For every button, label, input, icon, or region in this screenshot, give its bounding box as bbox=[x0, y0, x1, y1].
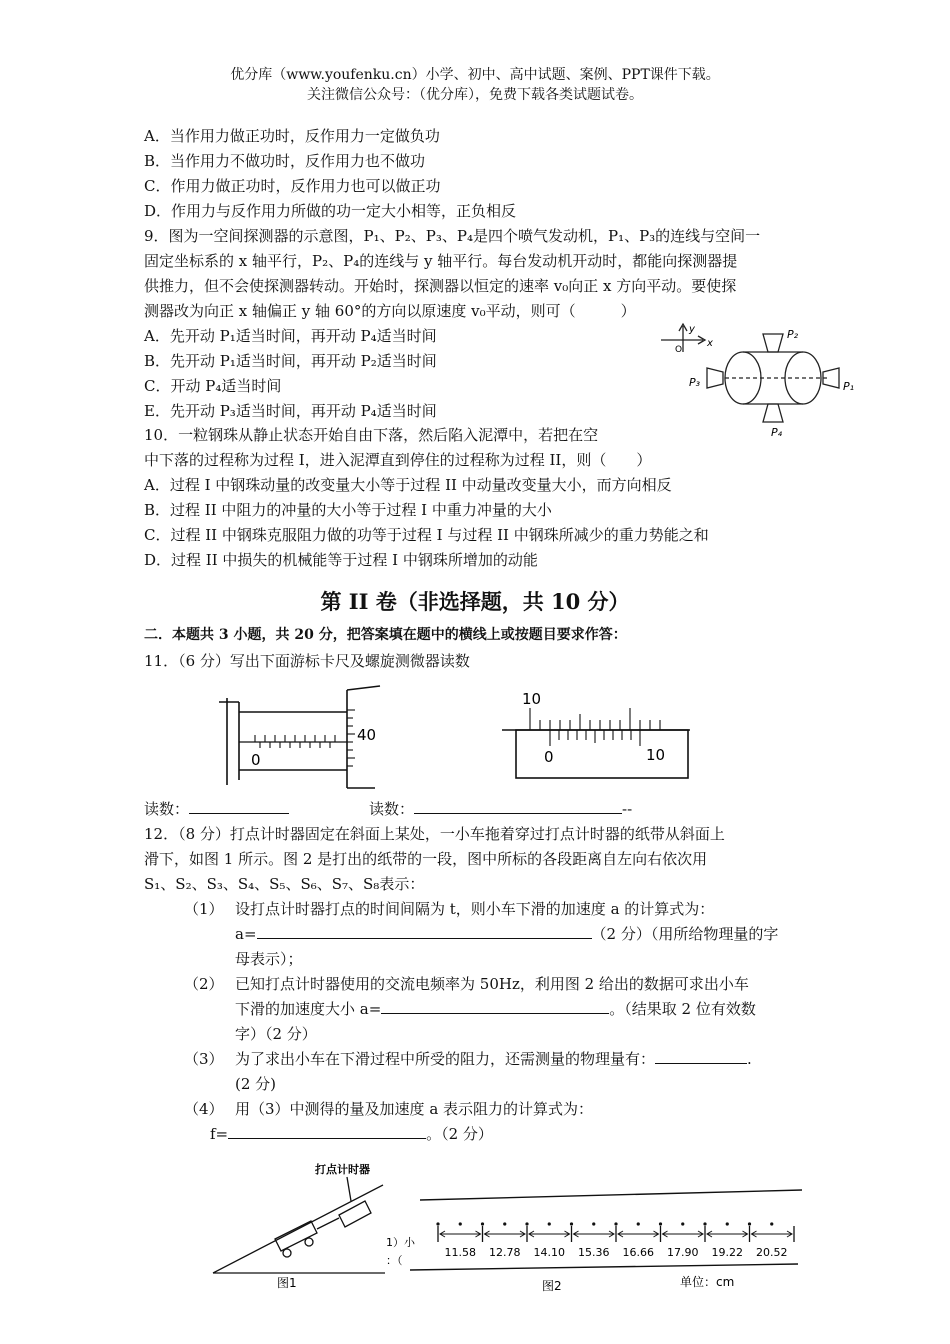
caliper-main-scale-ticks bbox=[530, 708, 660, 730]
micrometer-label-40: 40 bbox=[357, 726, 377, 744]
reading-1-label: 读数： bbox=[144, 800, 190, 818]
q8-option-b: B．当作用力不做功时，反作用力也不做功 bbox=[144, 152, 426, 170]
tape-dot-boundary-7 bbox=[703, 1222, 706, 1225]
q10-option-d: D．过程 II 中损失的机械能等于过程 I 中钢珠所增加的动能 bbox=[144, 551, 538, 569]
tape-segment-label-3: 14.10 bbox=[533, 1246, 565, 1259]
tape-dot-8 bbox=[770, 1222, 773, 1225]
tape-dot-boundary-1 bbox=[436, 1222, 439, 1225]
q12-sub4-line-2: f= 。（2 分） bbox=[210, 1125, 493, 1143]
overlap-text-1: 1）小 bbox=[386, 1236, 415, 1249]
thruster-p3-shape bbox=[707, 368, 723, 388]
q12-sub3-number: （3） bbox=[184, 1050, 224, 1068]
timer-label: 打点计时器 bbox=[315, 1163, 370, 1176]
tape-segment-label-2: 12.78 bbox=[489, 1246, 521, 1259]
accel-value-blank[interactable] bbox=[381, 998, 609, 1014]
section-2-title: 第 II 卷（非选择题，共 10 分） bbox=[320, 589, 630, 614]
tape-dot-6 bbox=[681, 1222, 684, 1225]
caliper-label-0: 0 bbox=[544, 748, 554, 766]
p2-label: P₂ bbox=[787, 328, 799, 341]
q10-option-c: C．过程 II 中钢珠克服阻力做的功等于过程 I 与过程 II 中钢珠所减少的重力势能之和 bbox=[144, 526, 709, 544]
q10-stem-line-2: 中下落的过程称为过程 I，进入泥潭直到停住的过程称为过程 II，则（ ） bbox=[144, 451, 652, 469]
q12-stem-line-3: S₁、S₂、S₃、S₄、S₅、S₆、S₇、S₈表示： bbox=[144, 875, 425, 893]
q9-option-b: B．先开动 P₁适当时间，再开动 P₂适当时间 bbox=[144, 352, 437, 370]
y-axis-label: y bbox=[689, 324, 695, 335]
q8-option-d: D．作用力与反作用力所做的功一定大小相等，正负相反 bbox=[144, 202, 517, 220]
q12-sub4-number: （4） bbox=[184, 1100, 224, 1118]
tape-top-edge bbox=[420, 1190, 802, 1200]
q12-stem-line-1: 12．（8 分）打点计时器固定在斜面上某处，一小车拖着穿过打点计时器的纸带从斜面上 bbox=[144, 825, 725, 843]
figure-2-paper-tape bbox=[380, 1180, 810, 1295]
cart-wheel-rear bbox=[283, 1249, 291, 1257]
tape-dot-boundary-5 bbox=[614, 1222, 617, 1225]
q11-readings bbox=[144, 798, 632, 820]
reading-2-label: 读数： bbox=[369, 800, 415, 818]
q12-sub1-line-3: 母表示）； bbox=[235, 950, 303, 968]
overlap-text-2: ：（ bbox=[386, 1254, 403, 1267]
tape-dot-5 bbox=[637, 1222, 640, 1225]
q10-option-b: B．过程 II 中阻力的冲量的大小等于过程 I 中重力冲量的大小 bbox=[144, 501, 552, 519]
tape-dot-boundary-6 bbox=[659, 1222, 662, 1225]
tape-dot-boundary-8 bbox=[748, 1222, 751, 1225]
q12-sub3-line-1: 为了求出小车在下滑过程中所受的阻力，还需测量的物理量有： . bbox=[235, 1050, 752, 1068]
tape-segment-label-8: 20.52 bbox=[756, 1246, 788, 1259]
p1-label: P₁ bbox=[843, 380, 855, 393]
q12-stem-line-2: 滑下，如图 1 所示。图 2 是打出的纸带的一段，图中所标的各段距离自左向右依次用 bbox=[144, 850, 708, 868]
timer-pointer bbox=[347, 1177, 351, 1201]
tape-dot-4 bbox=[592, 1222, 595, 1225]
tape-segment-label-5: 16.66 bbox=[622, 1246, 654, 1259]
q9-stem-line-1: 9．图为一空间探测器的示意图，P₁、P₂、P₃、P₄是四个喷气发动机，P₁、P₃的连线与空间一 bbox=[144, 227, 761, 245]
q12-sub4-line-1: 用（3）中测得的量及加速度 a 表示阻力的计算式为： bbox=[235, 1100, 594, 1118]
micrometer-label-0: 0 bbox=[251, 751, 261, 769]
reading-1-blank[interactable] bbox=[189, 798, 289, 814]
q10-stem-line-1: 10．一粒钢珠从静止状态开始自由下落，然后陷入泥潭中，若把在空 bbox=[144, 426, 599, 444]
figure-1-caption: 图1 bbox=[277, 1276, 297, 1290]
unit-label: 单位：cm bbox=[680, 1275, 735, 1289]
tape-bottom-edge bbox=[410, 1264, 798, 1270]
paper-tape bbox=[317, 1218, 339, 1229]
tape-segment-label-4: 15.36 bbox=[578, 1246, 610, 1259]
reading-2-tail: -- bbox=[622, 800, 633, 818]
header-line-1: 优分库（www.youfenku.cn）小学、初中、高中试题、案例、PPT课件下载。 bbox=[230, 67, 720, 83]
tape-segment-label-7: 19.22 bbox=[711, 1246, 743, 1259]
caliper-vernier-ticks bbox=[550, 730, 640, 746]
reading-2-blank[interactable] bbox=[414, 798, 622, 814]
cart-wheel-front bbox=[305, 1238, 313, 1246]
q12-sub2-line-2: 下滑的加速度大小 a= 。（结果取 2 位有效数 bbox=[235, 1000, 756, 1018]
vernier-caliper-figure bbox=[498, 690, 698, 800]
p3-label: P₃ bbox=[689, 376, 701, 389]
p4-label: P₄ bbox=[771, 426, 783, 439]
q8-option-a: A．当作用力做正功时，反作用力一定做负功 bbox=[144, 127, 440, 145]
q9-option-c: C．开动 P₄适当时间 bbox=[144, 377, 282, 395]
figure-2-caption: 图2 bbox=[542, 1279, 562, 1293]
thruster-p4-shape bbox=[763, 404, 783, 422]
caliper-label-10-top: 10 bbox=[522, 690, 542, 708]
q12-sub1-number: （1） bbox=[184, 900, 224, 918]
thruster-p2-shape bbox=[763, 334, 783, 352]
incline-slope bbox=[213, 1185, 383, 1273]
tape-dot-boundary-3 bbox=[525, 1222, 528, 1225]
cart-body bbox=[275, 1221, 317, 1251]
q12-sub2-line-1: 已知打点计时器使用的交流电频率为 50Hz，利用图 2 给出的数据可求出小车 bbox=[235, 975, 749, 993]
q9-option-e: E．先开动 P₃适当时间，再开动 P₄适当时间 bbox=[144, 402, 437, 420]
q12-sub1-line-1: 设打点计时器打点的时间间隔为 t，则小车下滑的加速度 a 的计算式为： bbox=[235, 900, 715, 918]
header-line-2: 关注微信公众号：（优分库），免费下载各类试题试卷。 bbox=[307, 87, 643, 103]
q9-stem-line-2: 固定坐标系的 x 轴平行，P₂、P₄的连线与 y 轴平行。每台发动机开动时，都能向探测器提 bbox=[144, 252, 738, 270]
caliper-label-10-bottom: 10 bbox=[646, 746, 666, 764]
q12-sub3-line-2: (2 分) bbox=[235, 1075, 277, 1093]
tape-dot-7 bbox=[726, 1222, 729, 1225]
tape-dot-3 bbox=[548, 1222, 551, 1225]
tape-marks bbox=[436, 1222, 794, 1259]
q12-sub2-number: （2） bbox=[184, 975, 224, 993]
accel-formula-blank[interactable] bbox=[257, 923, 592, 939]
q9-stem-line-4: 测器改为向正 x 轴偏正 y 轴 60°的方向以原速度 v₀平动，则可（ ） bbox=[144, 302, 636, 320]
micrometer-figure bbox=[215, 680, 390, 790]
probe-diagram bbox=[655, 320, 870, 440]
micrometer-thimble-ticks bbox=[347, 710, 355, 766]
thimble-top-edge bbox=[347, 686, 380, 690]
section-2-intro: 二．本题共 3 小题，共 20 分，把答案填在题中的横线上或按题目要求作答： bbox=[144, 627, 627, 643]
q9-option-a: A．先开动 P₁适当时间，再开动 P₄适当时间 bbox=[144, 327, 437, 345]
q12-sub2-line-3: 字）（2 分） bbox=[235, 1025, 317, 1043]
figure-1-incline bbox=[205, 1155, 405, 1290]
tape-segment-label-6: 17.90 bbox=[667, 1246, 699, 1259]
tape-dot-boundary-2 bbox=[481, 1222, 484, 1225]
tape-dot-1 bbox=[459, 1222, 462, 1225]
friction-formula-blank[interactable] bbox=[228, 1123, 426, 1139]
q11-stem: 11．（6 分）写出下面游标卡尺及螺旋测微器读数 bbox=[144, 652, 470, 670]
origin-label: O bbox=[675, 345, 683, 355]
quantity-blank[interactable] bbox=[655, 1048, 747, 1064]
q10-option-a: A．过程 I 中钢珠动量的改变量大小等于过程 II 中动量改变量大小，而方向相反 bbox=[144, 476, 672, 494]
q8-option-c: C．作用力做正功时，反作用力也可以做正功 bbox=[144, 177, 441, 195]
q9-stem-line-3: 供推力，但不会使探测器转动。开始时，探测器以恒定的速率 v₀向正 x 方向平动。要使探 bbox=[144, 277, 737, 295]
tape-segment-label-1: 11.58 bbox=[444, 1246, 476, 1259]
tape-dot-2 bbox=[503, 1222, 506, 1225]
tape-dot-boundary-4 bbox=[570, 1222, 573, 1225]
q12-sub1-line-2: a= （2 分）（用所给物理量的字 bbox=[235, 925, 779, 943]
x-axis-label: x bbox=[707, 338, 713, 349]
